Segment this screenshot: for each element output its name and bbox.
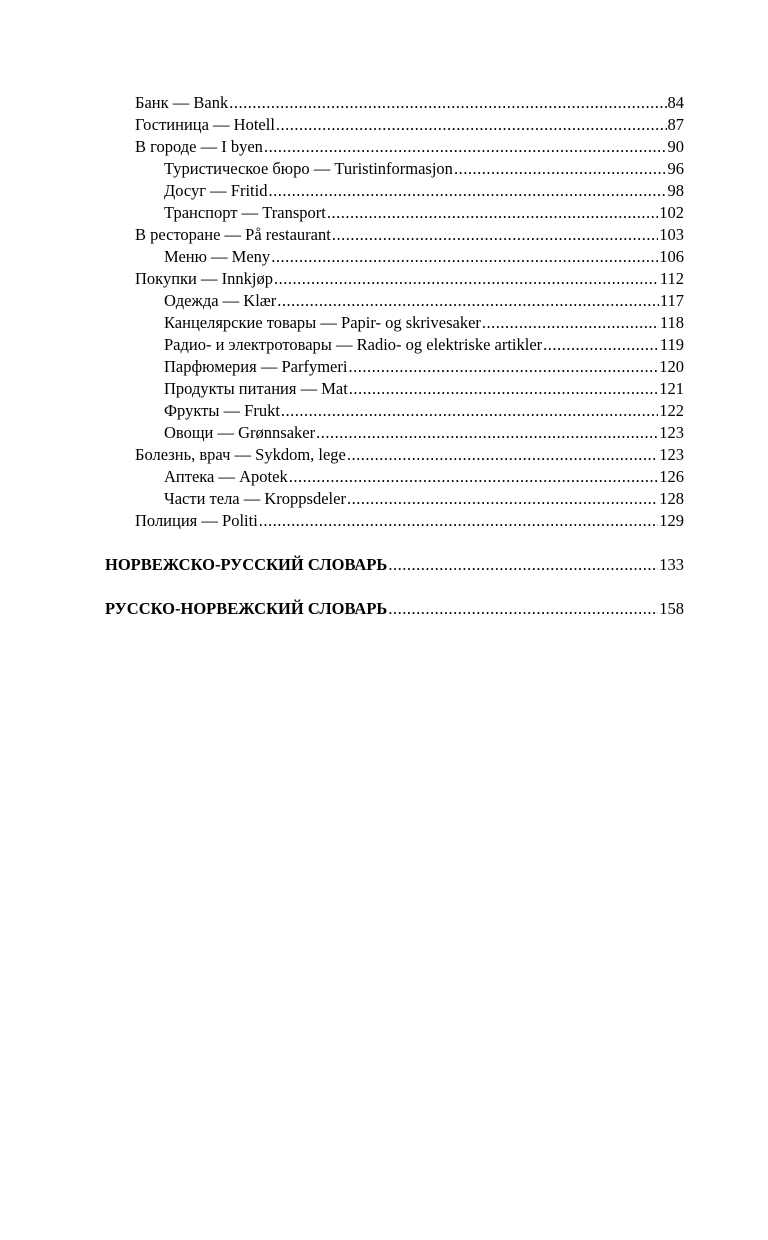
toc-entry-page: 90 bbox=[667, 137, 684, 156]
toc-entry-title: Парфюмерия — Parfymeri bbox=[164, 357, 348, 376]
toc-entry-perfumery[interactable] bbox=[164, 356, 684, 377]
toc-entry-page: 128 bbox=[659, 489, 684, 508]
toc-entry-fruit[interactable] bbox=[164, 400, 684, 421]
dot-leader bbox=[482, 312, 659, 333]
toc-entry-title: В ресторане — På restaurant bbox=[135, 225, 331, 244]
dot-leader bbox=[229, 92, 666, 113]
toc-entry-page: 112 bbox=[659, 269, 684, 288]
toc-entry-electronics[interactable] bbox=[164, 334, 684, 355]
toc-entry-page: 123 bbox=[659, 445, 684, 464]
toc-entry-shopping[interactable] bbox=[135, 268, 684, 289]
toc-entry-title: Продукты питания — Mat bbox=[164, 379, 348, 398]
dot-leader bbox=[543, 334, 659, 355]
toc-entry-page: 120 bbox=[659, 357, 684, 376]
toc-entry-stationery[interactable] bbox=[164, 312, 684, 333]
toc-entry-page: 121 bbox=[659, 379, 684, 398]
dot-leader bbox=[348, 356, 658, 377]
dot-leader bbox=[264, 136, 667, 157]
toc-entry-vegetables[interactable] bbox=[164, 422, 684, 443]
toc-entry-title: Досуг — Fritid bbox=[164, 181, 268, 200]
toc-section-russian-norwegian-dictionary[interactable] bbox=[105, 598, 684, 619]
toc-entry-clothing[interactable] bbox=[164, 290, 684, 311]
dot-leader bbox=[388, 554, 658, 575]
toc-entry-page: 106 bbox=[659, 247, 684, 266]
toc-section-page: 158 bbox=[659, 599, 684, 618]
toc-entry-transport[interactable] bbox=[164, 202, 684, 223]
dot-leader bbox=[388, 598, 658, 619]
toc-entry-title: Транспорт — Transport bbox=[164, 203, 326, 222]
toc-section-page: 133 bbox=[659, 555, 684, 574]
toc-entry-food[interactable] bbox=[164, 378, 684, 399]
toc-entry-restaurant[interactable] bbox=[135, 224, 684, 245]
toc-entry-title: Одежда — Klær bbox=[164, 291, 277, 310]
toc-entry-page: 84 bbox=[667, 93, 684, 112]
toc-entry-page: 123 bbox=[659, 423, 684, 442]
dot-leader bbox=[271, 246, 658, 267]
dot-leader bbox=[332, 224, 658, 245]
toc-entry-page: 129 bbox=[659, 511, 684, 530]
toc-entry-pharmacy[interactable] bbox=[164, 466, 684, 487]
toc-entry-title: Полиция — Politi bbox=[135, 511, 258, 530]
toc-entry-page: 117 bbox=[659, 291, 684, 310]
toc-entry-title: Болезнь, врач — Sykdom, lege bbox=[135, 445, 346, 464]
toc-entry-title: Меню — Meny bbox=[164, 247, 271, 266]
toc-section-title: РУССКО-НОРВЕЖСКИЙ СЛОВАРЬ bbox=[105, 599, 388, 618]
dot-leader bbox=[347, 488, 658, 509]
toc-entry-hotel[interactable] bbox=[135, 114, 684, 135]
toc-entry-page: 126 bbox=[659, 467, 684, 486]
toc-entry-title: Аптека — Apotek bbox=[164, 467, 288, 486]
dot-leader bbox=[454, 158, 667, 179]
dot-leader bbox=[274, 268, 659, 289]
dot-leader bbox=[277, 290, 659, 311]
toc-entry-title: Радио- и электротовары — Radio- og elektriske artikler bbox=[164, 335, 543, 354]
toc-entry-title: Части тела — Kroppsdeler bbox=[164, 489, 346, 508]
toc-entry-title: В городе — I byen bbox=[135, 137, 263, 156]
dot-leader bbox=[276, 114, 667, 135]
toc-entry-page: 98 bbox=[667, 181, 684, 200]
toc-entry-page: 102 bbox=[659, 203, 684, 222]
toc-entry-title: Канцелярские товары — Papir- og skrivesaker bbox=[164, 313, 481, 332]
toc-entry-menu[interactable] bbox=[164, 246, 684, 267]
toc-entry-leisure[interactable] bbox=[164, 180, 684, 201]
toc-section-norwegian-russian-dictionary[interactable] bbox=[105, 554, 684, 575]
dot-leader bbox=[349, 378, 658, 399]
toc-entry-title: Фрукты — Frukt bbox=[164, 401, 280, 420]
toc-entry-title: Покупки — Innkjøp bbox=[135, 269, 273, 288]
toc-entry-title: Банк — Bank bbox=[135, 93, 229, 112]
toc-section-title: НОРВЕЖСКО-РУССКИЙ СЛОВАРЬ bbox=[105, 555, 388, 574]
toc-entry-page: 96 bbox=[667, 159, 684, 178]
toc-entry-page: 87 bbox=[667, 115, 684, 134]
toc-entry-title: Туристическое бюро — Turistinformasjon bbox=[164, 159, 453, 178]
toc-entry-page: 119 bbox=[659, 335, 684, 354]
toc-entry-police[interactable] bbox=[135, 510, 684, 531]
toc-entry-bank[interactable] bbox=[135, 92, 684, 113]
toc-entry-body-parts[interactable] bbox=[164, 488, 684, 509]
dot-leader bbox=[268, 180, 666, 201]
dot-leader bbox=[259, 510, 658, 531]
toc-entry-page: 103 bbox=[659, 225, 684, 244]
dot-leader bbox=[347, 444, 658, 465]
dot-leader bbox=[316, 422, 658, 443]
toc-entry-title: Гостиница — Hotell bbox=[135, 115, 275, 134]
dot-leader bbox=[327, 202, 658, 223]
toc-entry-tourist-bureau[interactable] bbox=[164, 158, 684, 179]
toc-entry-title: Овощи — Grønnsaker bbox=[164, 423, 316, 442]
dot-leader bbox=[281, 400, 658, 421]
toc-entry-page: 122 bbox=[659, 401, 684, 420]
toc-entry-page: 118 bbox=[659, 313, 684, 332]
toc-entry-in-city[interactable] bbox=[135, 136, 684, 157]
dot-leader bbox=[289, 466, 659, 487]
toc-entry-illness-doctor[interactable] bbox=[135, 444, 684, 465]
